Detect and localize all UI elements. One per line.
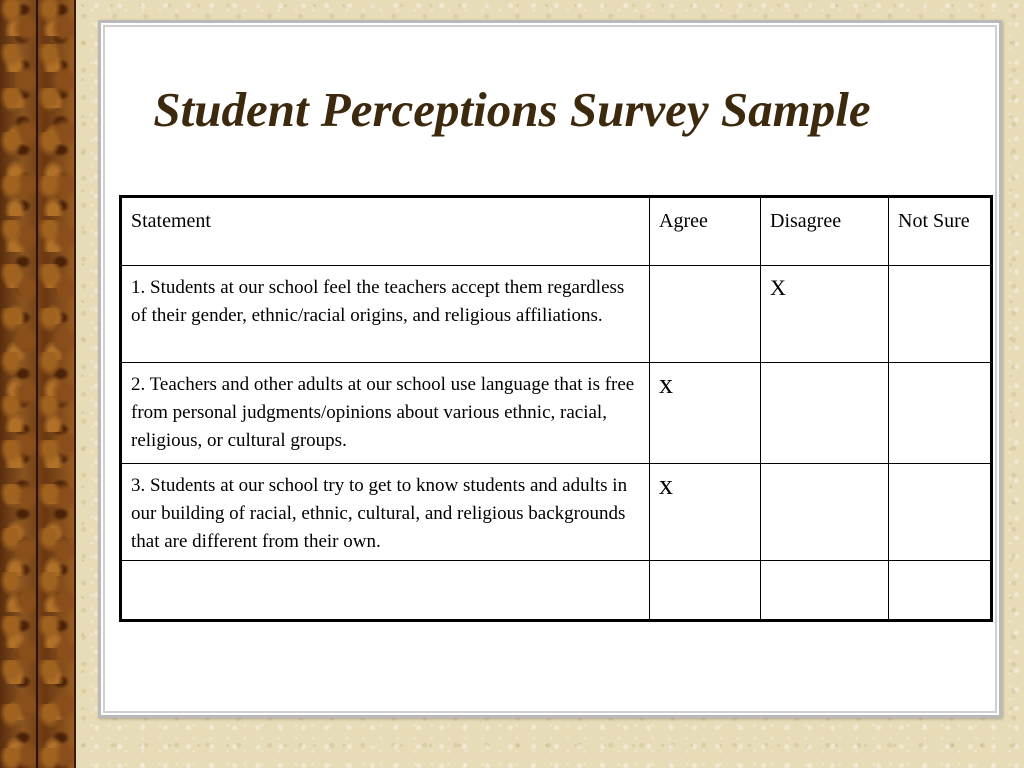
- not-sure-cell: [889, 561, 992, 621]
- not-sure-cell: [889, 363, 992, 464]
- agree-mark: x: [659, 470, 673, 501]
- agree-mark: x: [659, 369, 673, 400]
- disagree-cell: [761, 561, 889, 621]
- statement-cell: 2. Teachers and other adults at our school use language that is free from personal judgments/opinions about various ethnic, racial, religious, or cultural groups.: [121, 363, 650, 464]
- agree-cell: [650, 561, 761, 621]
- disagree-cell: [761, 266, 889, 363]
- not-sure-cell: [889, 464, 992, 561]
- agree-cell: [650, 363, 761, 464]
- disagree-cell: [761, 363, 889, 464]
- header-not-sure: Not Sure: [889, 197, 992, 266]
- statement-cell: 1. Students at our school feel the teachers accept them regardless of their gender, ethnic/racial origins, and religious affiliations.: [121, 266, 650, 363]
- table-header-row: [121, 197, 992, 266]
- not-sure-cell: [889, 266, 992, 363]
- disagree-cell: [761, 464, 889, 561]
- header-statement: Statement: [121, 197, 650, 266]
- slide-title: Student Perceptions Survey Sample: [153, 82, 871, 137]
- agree-cell: [650, 464, 761, 561]
- statement-cell: 3. Students at our school try to get to know students and adults in our building of racial, ethnic, cultural, and religious backgrounds that are different from their own.: [121, 464, 650, 561]
- agree-cell: [650, 266, 761, 363]
- table-row: [121, 363, 992, 464]
- header-disagree: Disagree: [761, 197, 889, 266]
- statement-cell: [121, 561, 650, 621]
- disagree-mark: X: [770, 275, 786, 300]
- table-row-empty: [121, 561, 992, 621]
- header-agree: Agree: [650, 197, 761, 266]
- survey-table: [119, 195, 993, 622]
- table-row: [121, 464, 992, 561]
- table-row: [121, 266, 992, 363]
